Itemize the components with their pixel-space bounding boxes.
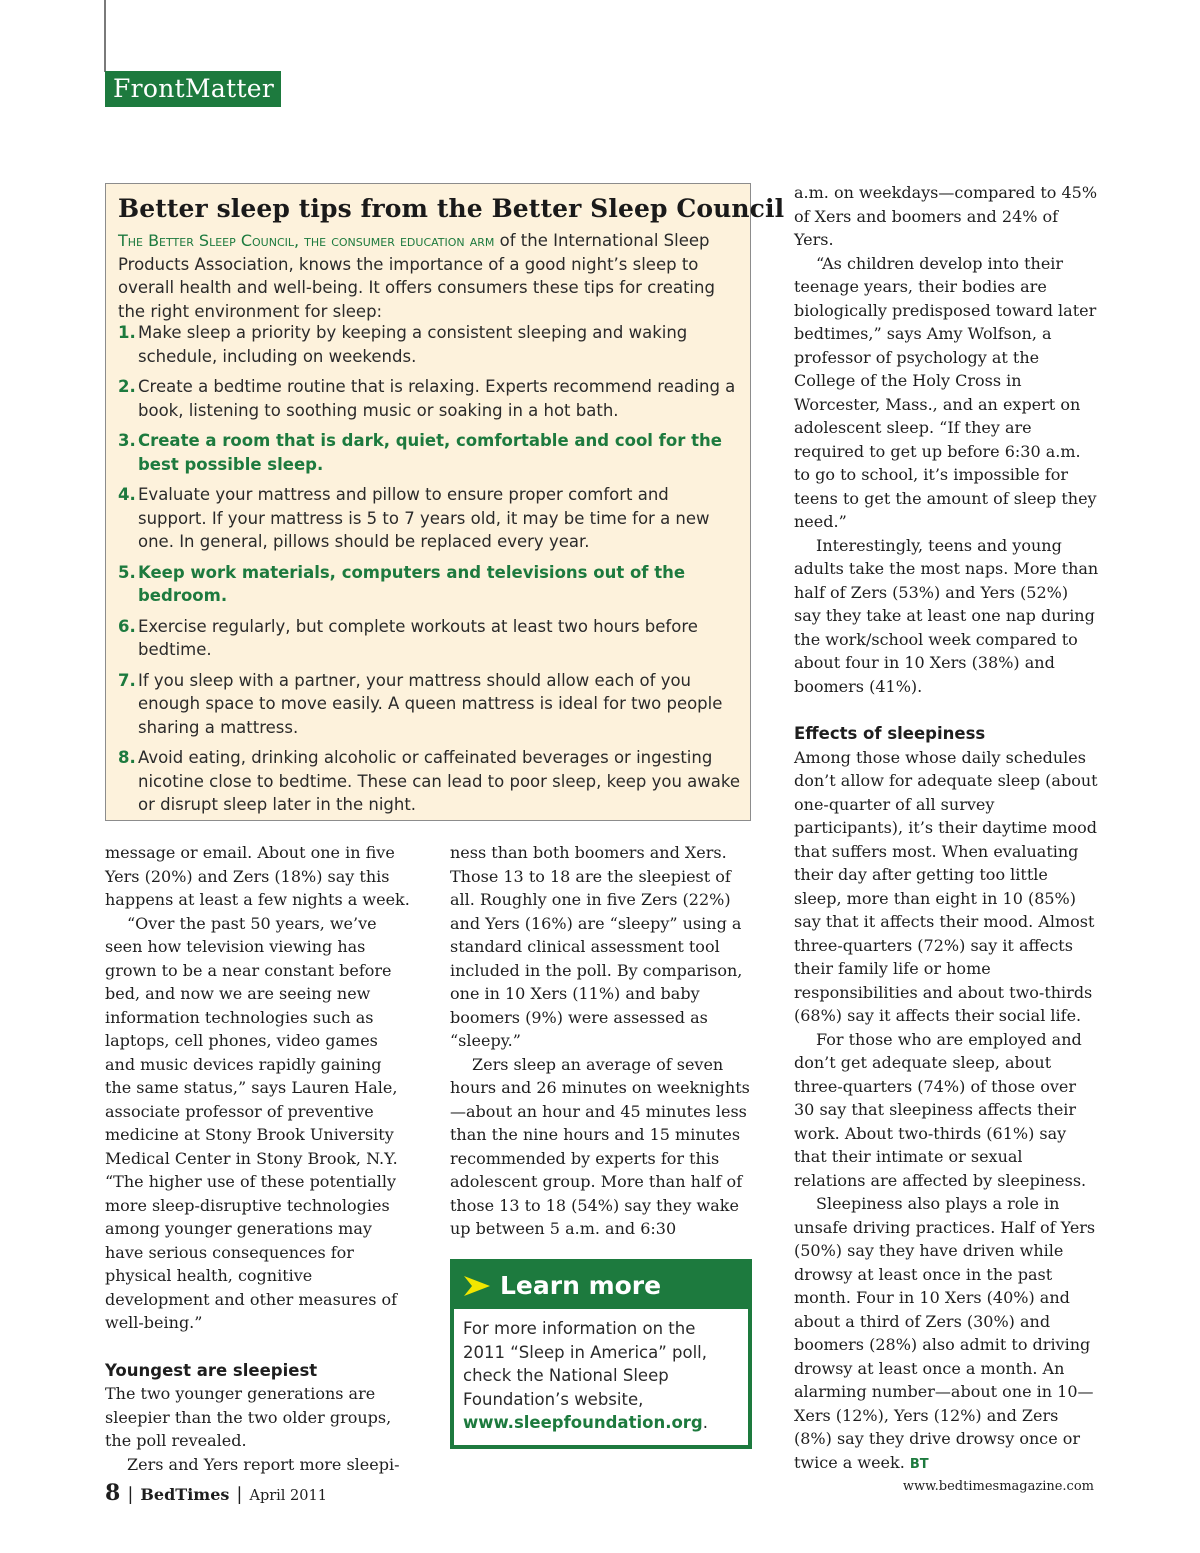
paragraph: “As children develop into their teenage years, their bodies are biologically predisposed toward later bedtimes,” says Amy Wolfson, a professor of psychology at the College of the Holy Cross in Worcester, Mass., and an expert on adolescent sleep. “If they are required to get up before 6:30 a.m. to go to school, it’s impossible for teens to get the amount of sleep they need.” (794, 253, 1097, 531)
tip-item (118, 669, 740, 740)
paragraph-text: Sleepiness also plays a role in unsafe driving practices. Half of Yers (50%) say they have driven while drowsy at least once in the past month. Four in 10 Xers (40%) and about a third of Zers (30%) and boomers (28%) also admit to driving drowsy at least once a month. An alarming number—about one in 10—Xers (12%), Yers (12%) and Zers (8%) say they drive drowsy once or twice a week. (794, 1194, 1096, 1472)
tips-list (118, 321, 740, 824)
paragraph: Interestingly, teens and young adults take the most naps. More than half of Zers (53%) and Yers (52%) say they take at least one nap during the work/school week compared to about four in 10 Xers (38%) and boomers (41%). (794, 535, 1099, 696)
tip-text: Exercise regularly, but complete workouts at least two hours before bedtime. (138, 616, 698, 659)
tip-number: 7. (118, 670, 136, 690)
paragraph: ness than both boomers and Xers. Those 13 to 18 are the sleepiest of all. Roughly one in five Zers (22%) and Yers (16%) are “sleepy” using a standard clinical assessment tool included in the poll. By comparison, one in 10 Xers (11%) and baby boomers (9%) were assessed as “sleepy.” (450, 843, 743, 1050)
tips-intro-text: of the International Sleep Products Association, knows the importance of a good night’s sleep to overall health and well-being. It offers consumers these tips for creating the right environment for sleep: (118, 231, 715, 321)
tip-item (118, 321, 740, 368)
tip-number: 1. (118, 323, 136, 342)
tip-item-highlighted (118, 561, 740, 608)
tip-number: 6. (118, 616, 136, 636)
tip-text: Keep work materials, computers and televisions out of the bedroom. (138, 562, 686, 605)
tips-intro-lead: The Better Sleep Council, the consumer education arm (118, 231, 495, 250)
paragraph: The two younger generations are sleepier than the two older groups, the poll revealed. (105, 1384, 392, 1450)
subheading-youngest: Youngest are sleepiest (105, 1360, 318, 1380)
paragraph: For those who are employed and don’t get adequate sleep, about three-quarters (74%) of those over 30 say that sleepiness affects their work. About two-thirds (61%) say that their intimate or sexual relations are affected by sleepiness. (794, 1029, 1087, 1190)
tips-title: Better sleep tips from the Better Sleep Council (118, 194, 785, 223)
tip-item (118, 746, 740, 817)
paragraph: Among those whose daily schedules don’t allow for adequate sleep (about one-quarter of all survey participants), it’s their daytime mood that suffers most. When evaluating their day after getting too little sleep, more than eight in 10 (85%) say that it affects their mood. Almost three-quarters (72%) say it affects their family life or home responsibilities and about two-thirds (68%) say it affects their social life. (794, 747, 1098, 1025)
issue-date: April 2011 (249, 1488, 327, 1504)
magazine-name: BedTimes (140, 1485, 230, 1504)
tip-item (118, 375, 740, 422)
tip-item (118, 615, 740, 662)
learn-more-title: Learn more (500, 1271, 662, 1300)
header-rule (104, 0, 106, 72)
tip-number: 8. (118, 748, 136, 767)
tip-text: Create a bedtime routine that is relaxing. Experts recommend reading a book, listening to soothing music or soaking in a hot bath. (138, 377, 736, 420)
learn-more-text: For more information on the 2011 “Sleep in America” poll, check the National Sleep Foundation’s website, (463, 1319, 707, 1409)
learn-more-box (450, 1259, 752, 1449)
paragraph: Zers and Yers report more sleepi- (127, 1454, 400, 1474)
period: . (702, 1413, 708, 1432)
tip-number: 4. (118, 485, 136, 504)
end-mark: BT (909, 1456, 929, 1472)
tips-intro (118, 229, 740, 323)
tip-text: Make sleep a priority by keeping a consistent sleeping and waking schedule, including on weekends. (138, 323, 688, 366)
tip-text: If you sleep with a partner, your mattress should allow each of you enough space to move easily. A queen mattress is ideal for two people sharing a mattress. (138, 670, 723, 737)
tip-number: 5. (118, 562, 136, 582)
paragraph: message or email. About one in five Yers (20%) and Zers (18%) say this happens at least a few nights a week. (105, 843, 410, 909)
section-label: FrontMatter (105, 71, 281, 107)
arrow-right-icon (462, 1274, 492, 1298)
tip-number: 3. (118, 431, 136, 450)
tip-item-highlighted (118, 429, 740, 476)
paragraph: “Over the past 50 years, we’ve seen how television viewing has grown to be a near constant before bed, and now we are seeing new information technologies such as laptops, cell phones, video games and music devices rapidly gaining the same status,” says Lauren Hale, associate professor of preventive medicine at Stony Brook University Medical Center in Stony Brook, N.Y. “The higher use of these potentially more sleep-disruptive technologies among younger generations may have serious consequences for physical health, cognitive development and other measures of well-being.” (105, 913, 398, 1332)
learn-more-header (454, 1263, 748, 1309)
tip-text: Evaluate your mattress and pillow to ensure proper comfort and support. If your mattress is 5 to 7 years old, it may be time for a new one. In general, pillows should be replaced every year. (138, 485, 710, 551)
paragraph: Zers sleep an average of seven hours and 26 minutes on weeknights—about an hour and 45 minutes less than the nine hours and 15 minutes recommended by experts for this adolescent group. More than half of those 13 to 18 (54%) say they wake up between 5 a.m. and 6:30 (450, 1054, 750, 1238)
article-column-3 (794, 181, 1099, 1476)
footer-url[interactable]: www.bedtimesmagazine.com (902, 1479, 1094, 1494)
subheading-effects: Effects of sleepiness (794, 724, 986, 743)
tip-number: 2. (118, 377, 136, 396)
tip-text: Avoid eating, drinking alcoholic or caffeinated beverages or ingesting nicotine close to bedtime. These can lead to poor sleep, keep you awake or disrupt sleep later in the night. (138, 748, 741, 814)
footer-separator: | (236, 1484, 243, 1505)
footer-separator: | (127, 1484, 134, 1505)
tip-item (118, 483, 740, 554)
paragraph: a.m. on weekdays—compared to 45% of Xers and boomers and 24% of Yers. (794, 183, 1098, 249)
article-column-1 (105, 841, 410, 1476)
footer-folio (105, 1480, 327, 1506)
tip-text: Create a room that is dark, quiet, comfortable and cool for the best possible sleep. (138, 431, 722, 474)
article-column-2 (450, 841, 755, 1241)
learn-more-body (454, 1309, 748, 1435)
page-number: 8 (105, 1480, 121, 1506)
sleepfoundation-link[interactable]: www.sleepfoundation.org (463, 1413, 703, 1432)
paragraph (794, 1192, 1099, 1476)
